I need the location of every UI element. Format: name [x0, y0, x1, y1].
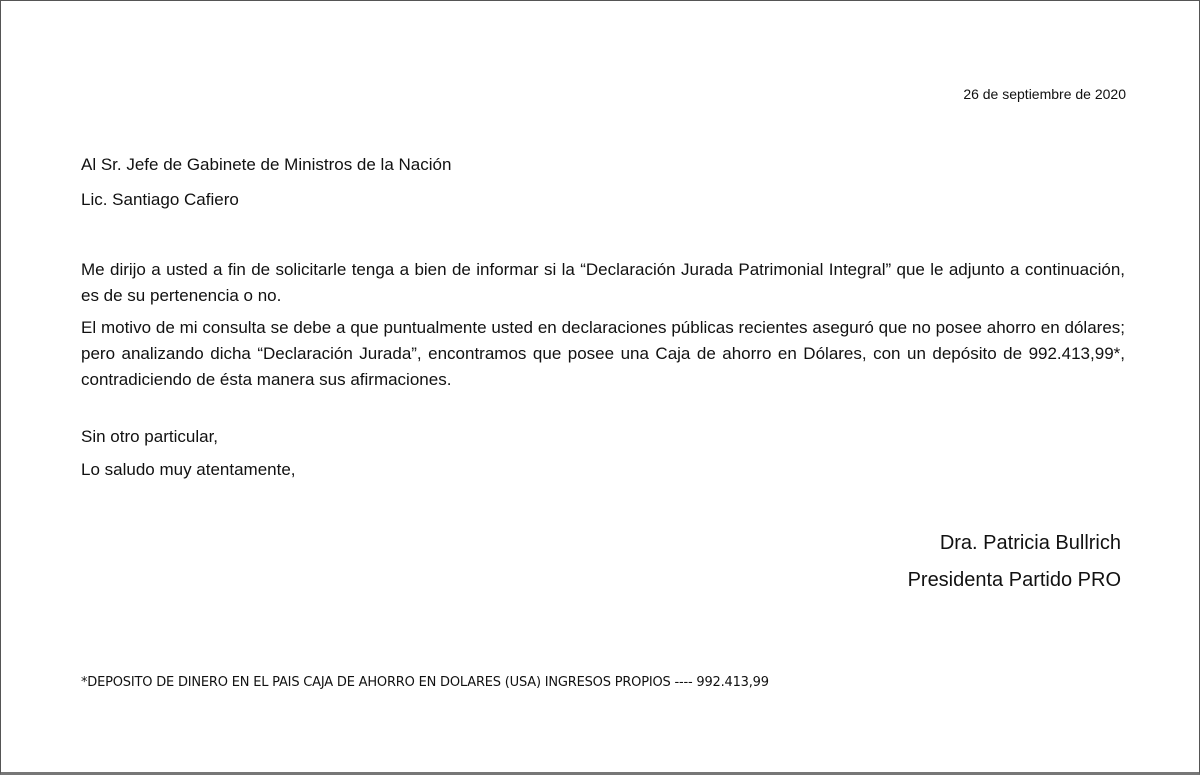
signature-title: Presidenta Partido PRO [907, 569, 1121, 591]
footnote: *DEPOSITO DE DINERO EN EL PAIS CAJA DE AHORRO EN DOLARES (USA) INGRESOS PROPIOS ---- 992.413,99 [81, 675, 769, 690]
letter-date: 26 de septiembre de 2020 [963, 86, 1126, 102]
signature-name: Dra. Patricia Bullrich [939, 532, 1121, 554]
recipient-title: Al Sr. Jefe de Gabinete de Ministros de la Nación [81, 155, 452, 174]
closing-line-2: Lo saludo muy atentamente, [81, 460, 296, 479]
recipient-name: Lic. Santiago Cafiero [81, 190, 239, 209]
body-paragraph-2: El motivo de mi consulta se debe a que puntualmente usted en declaraciones públicas recientes aseguró que no posee ahorro en dólares; pero analizando dicha “Declaración Jurada”, encontramos que posee una Caja de ahorro en Dólares, con un depósito de 992.413,99*, contradiciendo de ésta manera sus afirmaciones. [81, 318, 1125, 389]
closing-line-1: Sin otro particular, [81, 427, 219, 446]
body-paragraph-1: Me dirijo a usted a fin de solicitarle tenga a bien de informar si la “Declaración Jurada Patrimonial Integral” que le adjunto a continuación, es de su pertenencia o no. [81, 260, 1125, 305]
